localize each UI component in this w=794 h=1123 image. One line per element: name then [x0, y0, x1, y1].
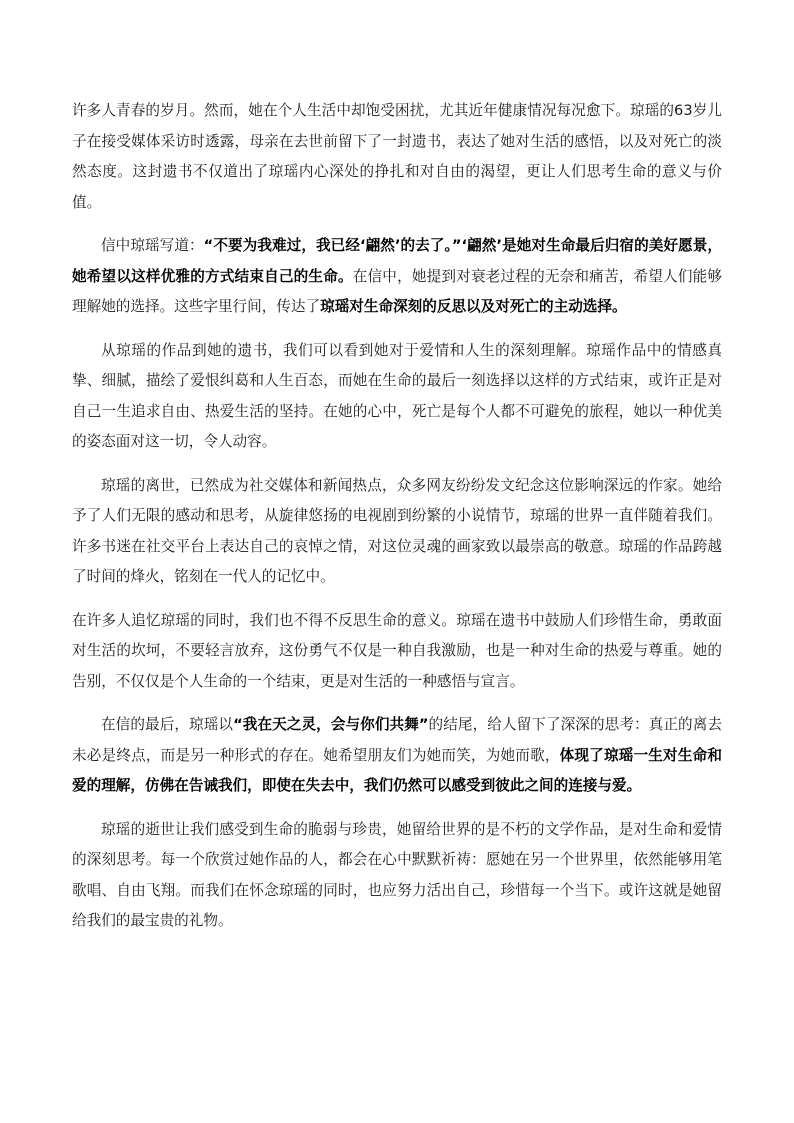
text-run: 在许多人追忆琼瑶的同时，我们也不得不反思生命的意义。琼瑶在遗书中鼓励人们珍惜生命，勇敢面对生活的坎坷，不要轻言放弃，这份勇气不仅是一种自我激励，也是一种对生命的热爱与尊重。她的告别，不仅仅是个人生命的一个结束，更是对生活的一种感悟与宣言。	[72, 611, 722, 690]
emphasized-text: 琼瑶对生命深刻的反思以及对死亡的主动选择。	[320, 298, 627, 315]
text-run: 许多人青春的岁月。然而，她在个人生活中却饱受困扰，尤其近年健康情况每况愈下。琼瑶的63岁儿子在接受媒体采访时透露，母亲在去世前留下了一封遗书，表达了她对生活的感悟，以及对死亡的淡然态度。这封遗书不仅道出了琼瑶内心深处的挣扎和对自由的渴望，更让人们思考生命的意义与价值。	[72, 102, 722, 211]
paragraph	[72, 336, 722, 458]
emphasized-text: “我在天之灵，会与你们共舞”	[233, 716, 429, 733]
text-run: 在信中，她提到对衰老过程的无奈和痛苦，希望人们能够理解她的选择。这些字里行间，传达了	[72, 267, 722, 315]
text-run: 琼瑶的离世，已然成为社交媒体和新闻热点，众多网友纷纷发文纪念这位影响深远的作家。她给予了人们无限的感动和思考，从旋律悠扬的电视剧到纷繁的小说情节，琼瑶的世界一直伴随着我们。许多书迷在社交平台上表达自己的哀悼之情，对这位灵魂的画家致以最崇高的敬意。琼瑶的作品跨越了时间的烽火，铭刻在一代人的记忆中。	[72, 476, 722, 585]
emphasized-text: “不要为我难过，我已经‘翩然’的去了。”‘翩然’是她对生命最后归宿的美好愿景，她希望以这样优雅的方式结束自己的生命。	[72, 237, 722, 285]
text-run: 的结尾，给人留下了深深的思考：真正的离去未必是终点，而是另一种形式的存在。她希望朋友们为她而笑，为她而歌，	[72, 716, 722, 764]
paragraph	[72, 96, 722, 218]
text-run: 琼瑶的逝世让我们感受到生命的脆弱与珍贵，她留给世界的是不朽的文学作品，是对生命和爱情的深刻思考。每一个欣赏过她作品的人，都会在心中默默祈祷：愿她在另一个世界里，依然能够用笔歌唱、自由飞翔。而我们在怀念琼瑶的同时，也应努力活出自己，珍惜每一个当下。或许这就是她留给我们的最宝贵的礼物。	[72, 820, 722, 929]
emphasized-text: 体现了琼瑶一生对生命和爱的理解，仿佛在告诫我们，即使在失去中，我们仍然可以感受到彼此之间的连接与爱。	[72, 746, 722, 794]
paragraph	[72, 471, 722, 593]
paragraph	[72, 606, 722, 698]
paragraph	[72, 231, 722, 323]
text-run: 在信的最后，琼瑶以	[101, 716, 234, 733]
text-run: 信中琼瑶写道：	[101, 237, 204, 254]
document-body	[72, 96, 722, 937]
paragraph	[72, 710, 722, 802]
text-run: 从琼瑶的作品到她的遗书，我们可以看到她对于爱情和人生的深刻理解。琼瑶作品中的情感真挚、细腻，描绘了爱恨纠葛和人生百态，而她在生命的最后一刻选择以这样的方式结束，或许正是对自己一生追求自由、热爱生活的坚持。在她的心中，死亡是每个人都不可避免的旅程，她以一种优美的姿态面对这一切，令人动容。	[72, 341, 722, 450]
paragraph	[72, 815, 722, 937]
